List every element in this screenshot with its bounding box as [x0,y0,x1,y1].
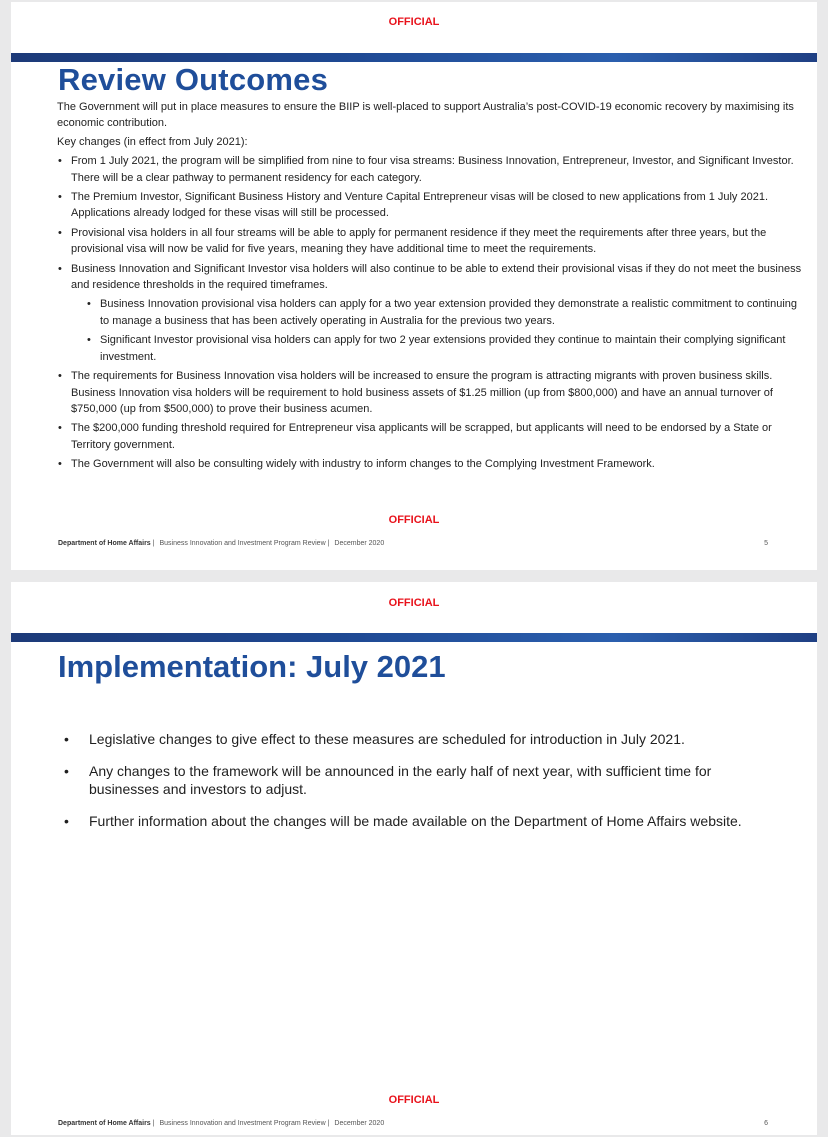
bullet-list [57,153,805,472]
official-marking-top: OFFICIAL [388,597,440,609]
page-number: 6 [764,1120,768,1127]
bullet-item: • Any changes to the framework will be announced in the early half of next year, with sufficient time for businesses and investors to adjust. [62,762,782,799]
bullet-item: • Business Innovation and Significant Investor visa holders will also continue to be able to extend their provisional visas if they do not meet the business and residence thresholds in the required timeframes. [57,261,805,294]
official-marking-bottom: OFFICIAL [388,1094,440,1106]
header-band [11,53,817,62]
intro-paragraph: The Government will put in place measures to ensure the BIIP is well-placed to support Australia’s post-COVID-19 economic recovery by maximising its economic contribution. [57,101,794,130]
bullet-item: • Further information about the changes will be made available on the Department of Home Affairs website. [62,812,782,831]
official-marking-bottom: OFFICIAL [388,514,440,526]
slide-body [62,730,782,843]
official-marking-top: OFFICIAL [388,16,440,28]
bullet-item: • The Government will also be consulting widely with industry to inform changes to the Complying Investment Framework. [57,456,805,472]
footer-department: Department of Home Affairs [58,1120,151,1127]
bullet-item: • From 1 July 2021, the program will be simplified from nine to four visa streams: Business Innovation, Entrepreneur, Investor, and Significant Investor. There will be a clear pathway to permanent residency for each category. [57,153,805,186]
footer-program: Business Innovation and Investment Program Review [159,1120,326,1127]
slide-title: Review Outcomes [58,62,329,97]
footer-date: December 2020 [334,1120,385,1127]
sub-bullet-item: • Business Innovation provisional visa holders can apply for a two year extension provided they demonstrate a realistic commitment to continuing to manage a business that has been actively operating in Australia for the previous two years. [57,296,805,329]
slide-body [57,99,805,476]
slide-review-outcomes [11,2,817,570]
sub-bullet-item: • Significant Investor provisional visa holders can apply for two 2 year extensions provided they continue to maintain their complying significant investment. [57,332,805,365]
bullet-item: • The Premium Investor, Significant Business History and Venture Capital Entrepreneur visas will be closed to new applications from 1 July 2021. Applications already lodged for these visas will still be processed. [57,189,805,222]
bullet-list [62,730,782,830]
bullet-item: • The $200,000 funding threshold required for Entrepreneur visa applicants will be scrapped, but applicants will need to be endorsed by a State or Territory government. [57,420,805,453]
slide-footer: Department of Home Affairs | Business Innovation and Investment Program Review | December 2020 5 [58,540,768,547]
bullet-item: • The requirements for Business Innovation visa holders will be increased to ensure the program is attracting migrants with proven business skills. Business Innovation visa holders will be requirement to hold business assets of $1.25 million (up from $800,000) and have an annual turnover of $750,000 (up from $500,000) to prove their business acumen. [57,368,805,417]
footer-program: Business Innovation and Investment Program Review [159,540,326,547]
bullet-item: • Provisional visa holders in all four streams will be able to apply for permanent residence if they meet the requirements after three years, but the provisional visa will now be valid for five years, meaning they have additional time to meet the requirements. [57,225,805,258]
key-changes-heading: Key changes (in effect from July 2021): [57,135,248,148]
slide-implementation [11,582,817,1135]
bullet-item: • Legislative changes to give effect to these measures are scheduled for introduction in July 2021. [62,730,782,749]
footer-department: Department of Home Affairs [58,540,151,547]
slide-title: Implementation: July 2021 [58,649,446,684]
slide-footer: Department of Home Affairs | Business Innovation and Investment Program Review | December 2020 6 [58,1120,768,1127]
footer-date: December 2020 [334,540,385,547]
page-number: 5 [764,540,768,547]
header-band [11,633,817,642]
